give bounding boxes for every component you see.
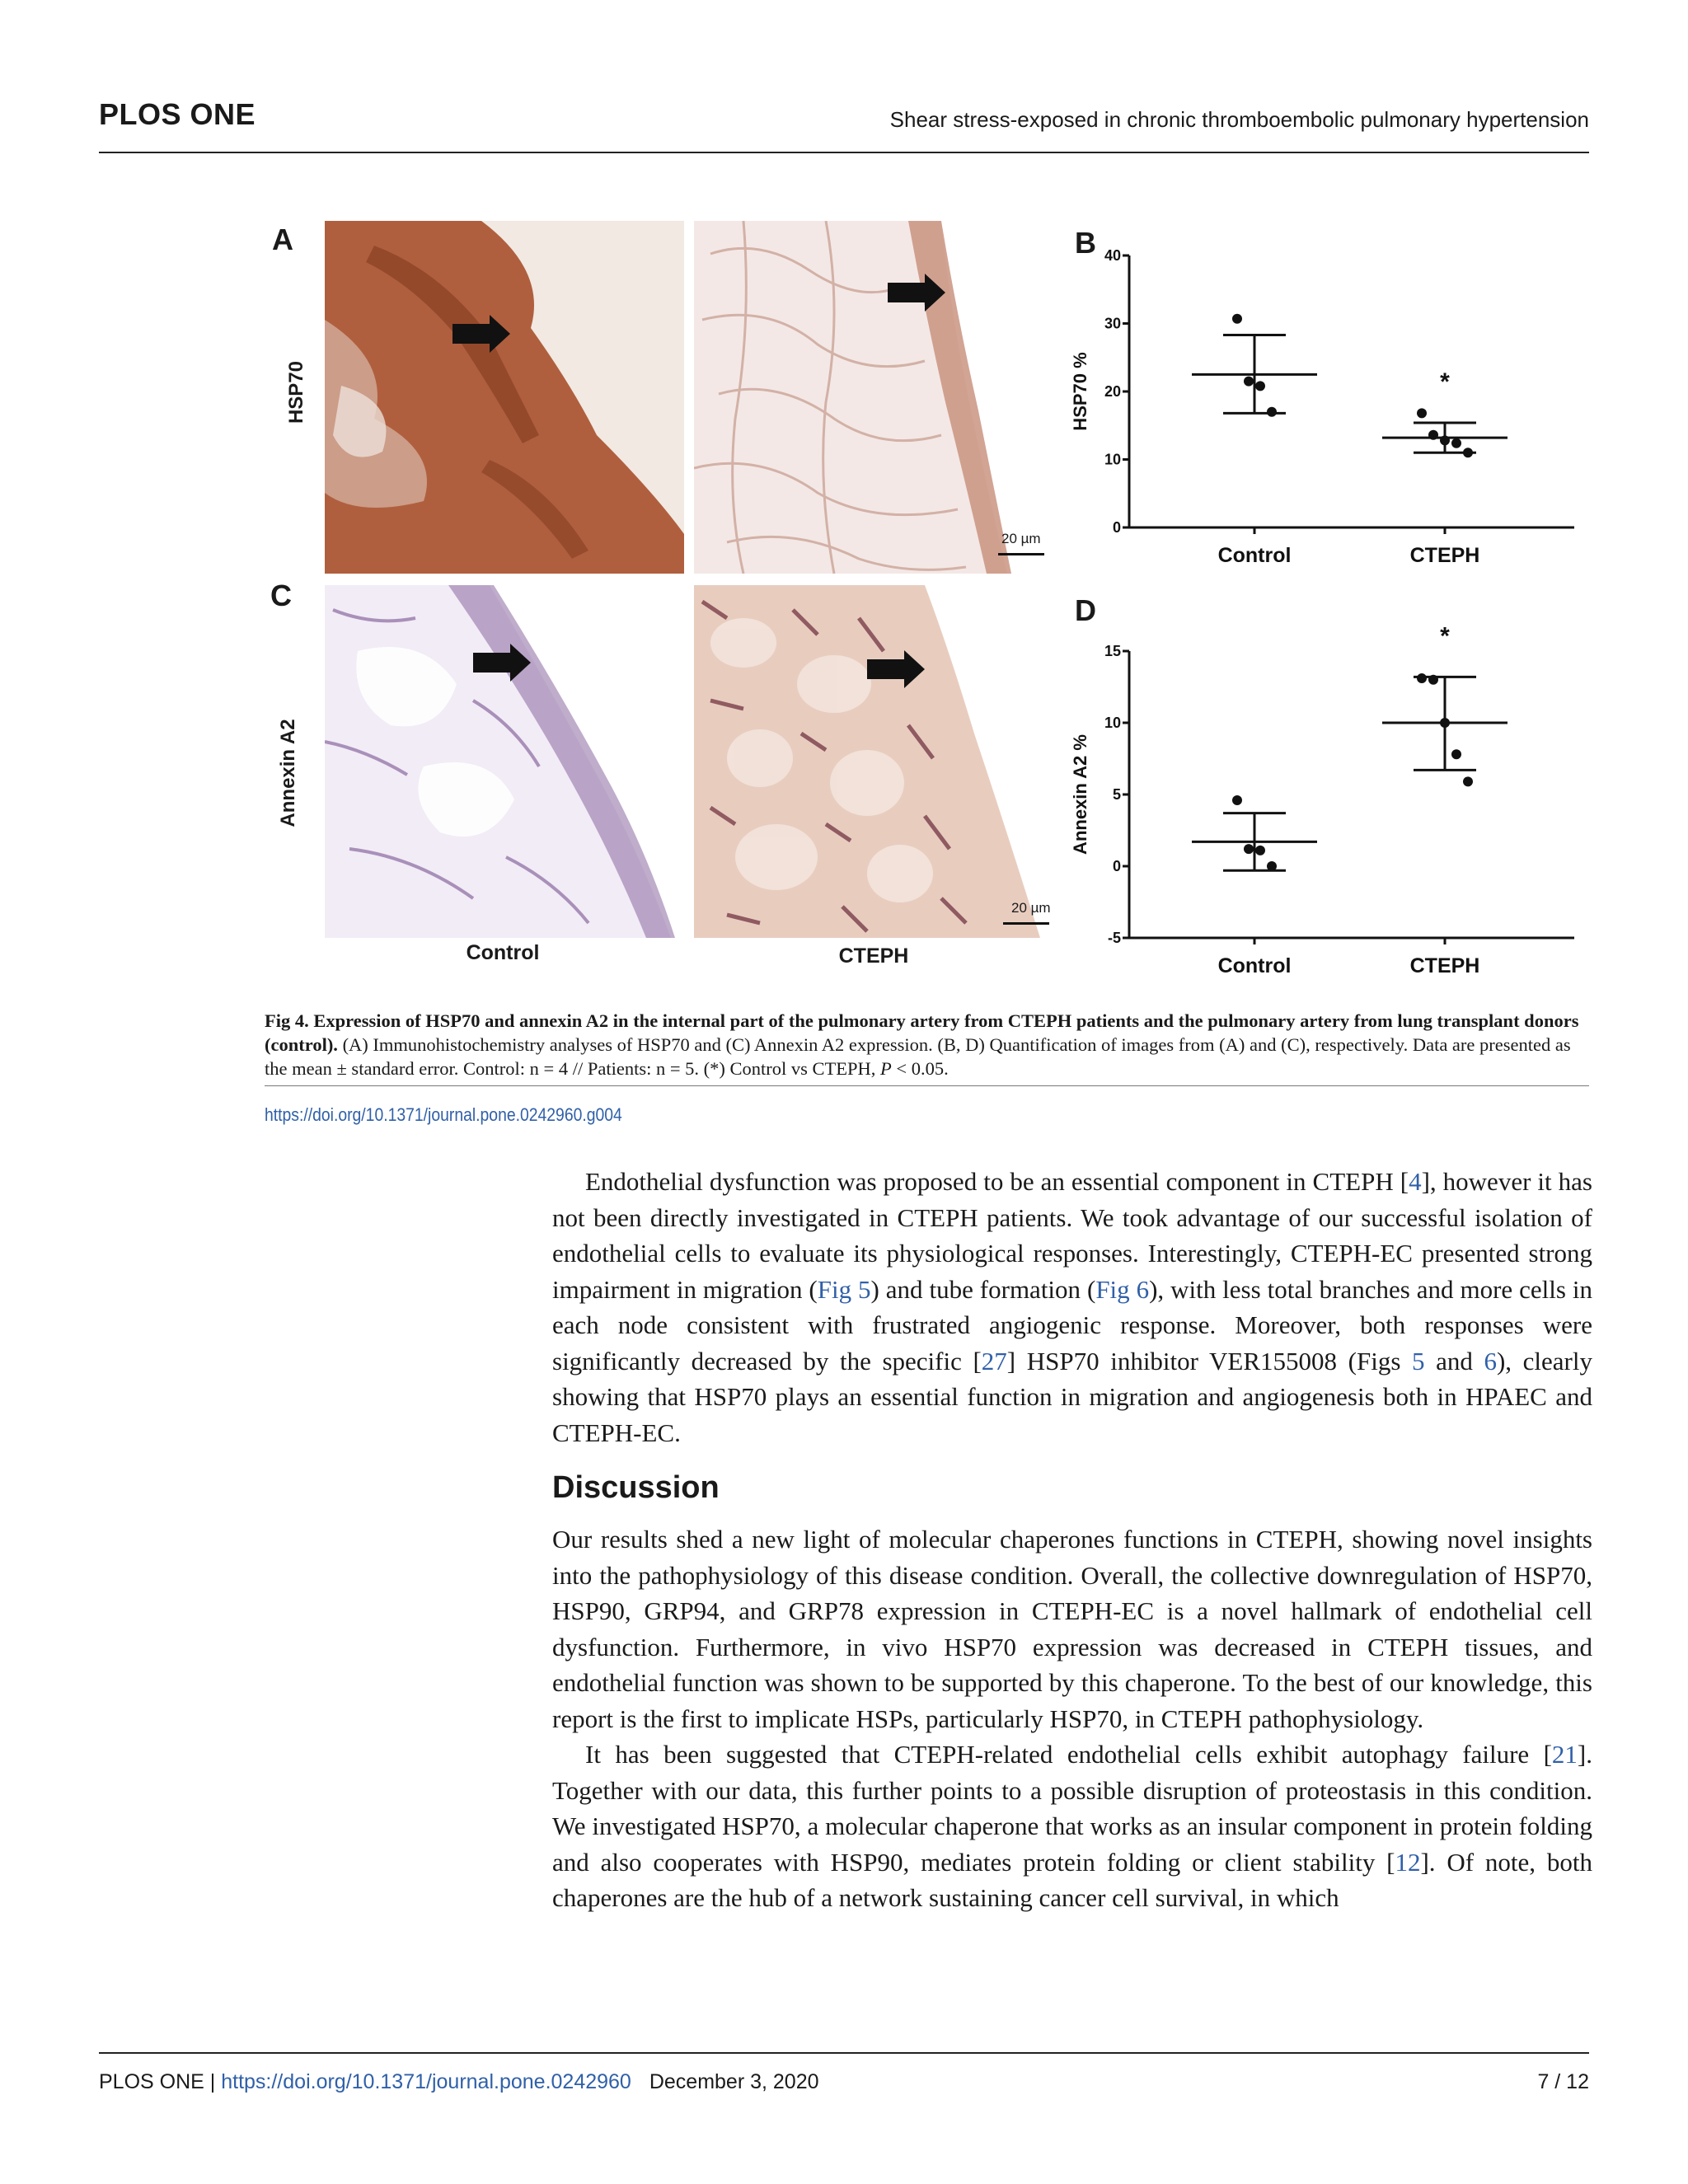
panel-letter-c: C xyxy=(270,579,292,612)
panel-letter-d: D xyxy=(1075,593,1096,627)
y-tick-label: 0 xyxy=(1112,858,1121,874)
data-point xyxy=(1244,377,1254,387)
data-point xyxy=(1451,749,1461,759)
column-label-control: Control xyxy=(466,941,540,964)
data-point xyxy=(1267,407,1277,417)
figure-link[interactable]: 6 xyxy=(1484,1346,1497,1376)
y-tick-label: 40 xyxy=(1104,247,1121,264)
data-point xyxy=(1428,430,1438,440)
micrograph-annexin-cteph xyxy=(694,585,1057,938)
scale-bar-label-bottom: 20 µm xyxy=(1011,900,1051,916)
caption-title: Fig 4. Expression of HSP70 and annexin A2 in the internal part of the pulmonary artery from CTEPH patients and the pulmonary artery from lung transplant donors (control). xyxy=(265,1010,1579,1055)
journal-name: PLOS ONE xyxy=(99,97,256,131)
footer-doi-link[interactable]: https://doi.org/10.1371/journal.pone.0242960 xyxy=(221,2070,631,2093)
page-footer xyxy=(99,2052,1589,2103)
y-axis-title: Annexin A2 % xyxy=(1070,734,1090,855)
caption-text-end: < 0.05. xyxy=(891,1058,949,1079)
y-tick-label: 20 xyxy=(1104,383,1121,400)
x-category-label: Control xyxy=(1217,954,1292,977)
data-point xyxy=(1440,435,1450,445)
y-axis-title: HSP70 % xyxy=(1070,352,1090,431)
scale-bar-label-top: 20 µm xyxy=(1001,531,1041,546)
y-tick-label: -5 xyxy=(1107,930,1121,946)
data-point xyxy=(1428,675,1438,685)
data-point xyxy=(1463,776,1473,786)
footer-date: December 3, 2020 xyxy=(649,2070,819,2093)
data-point xyxy=(1255,846,1265,855)
micrograph-annexin-control xyxy=(325,585,684,938)
data-point xyxy=(1232,314,1242,324)
dot-plot-hsp70 xyxy=(1071,249,1599,595)
citation-link[interactable]: 4 xyxy=(1409,1167,1422,1196)
chart-panel-d xyxy=(1071,620,1599,1015)
x-category-label: Control xyxy=(1217,544,1292,567)
data-point xyxy=(1417,408,1427,418)
x-category-label: CTEPH xyxy=(1409,544,1480,567)
paragraph: Our results shed a new light of molecular chaperones functions in CTEPH, showing novel insights into the pathophysiology of this disease condition. Overall, the collective downregulation of HSP70, HSP90, GRP94, and GRP78 expression in CTEPH-EC is a novel hallmark of endothelial cell dysfunction. Furthermore, in vivo HSP70 expression was decreased in CTEPH tissues, and endothelial function was shown to be supported by this chaperone. To the best of our knowledge, this report is the first to implicate HSPs, particularly HSP70, in CTEPH pathophysiology. xyxy=(552,1525,1592,1733)
y-tick-label: 5 xyxy=(1112,786,1121,803)
citation-link[interactable]: 12 xyxy=(1395,1847,1421,1877)
panel-letter-a: A xyxy=(272,223,293,256)
x-category-label: CTEPH xyxy=(1409,954,1480,977)
data-point xyxy=(1255,381,1265,391)
significance-marker: * xyxy=(1440,368,1450,396)
data-point xyxy=(1463,448,1473,457)
figure-link[interactable]: 5 xyxy=(1412,1346,1425,1376)
figure-link[interactable]: Fig 6 xyxy=(1095,1274,1150,1304)
page-header xyxy=(99,97,1589,153)
y-tick-label: 15 xyxy=(1104,643,1121,659)
running-title: Shear stress-exposed in chronic thromboembolic pulmonary hypertension xyxy=(889,107,1589,132)
data-point xyxy=(1232,795,1242,805)
body-text xyxy=(552,1164,1592,1916)
column-label-cteph: CTEPH xyxy=(838,944,909,968)
caption-p-symbol: P xyxy=(880,1058,892,1079)
figure-4 xyxy=(256,216,1591,1007)
panel-letter-b: B xyxy=(1075,226,1096,260)
y-tick-label: 30 xyxy=(1104,315,1121,332)
micrograph-hsp70-cteph xyxy=(694,221,1057,574)
section-heading-discussion: Discussion xyxy=(552,1470,720,1505)
y-tick-label: 10 xyxy=(1104,451,1121,468)
figure-doi-link[interactable]: https://doi.org/10.1371/journal.pone.0242960.g004 xyxy=(265,1104,622,1125)
page-number: 7 / 12 xyxy=(1537,2070,1589,2093)
data-point xyxy=(1267,861,1277,871)
significance-marker: * xyxy=(1440,622,1450,650)
dot-plot-annexin xyxy=(1071,620,1599,1015)
data-point xyxy=(1417,673,1427,683)
micrograph-hsp70-control xyxy=(325,221,684,574)
citation-link[interactable]: 27 xyxy=(981,1346,1007,1376)
y-tick-label: 0 xyxy=(1112,519,1121,536)
footer-citation: PLOS ONE | https://doi.org/10.1371/journal.pone.0242960 December 3, 2020 xyxy=(99,2070,819,2093)
citation-link[interactable]: 21 xyxy=(1551,1740,1578,1769)
paragraph: Endothelial dysfunction was proposed to be an essential component in CTEPH [4], however it has not been directly investigated in CTEPH patients. We took advantage of our successful isolation of endothelial cells to evaluate its physiological responses. Interestingly, CTEPH-EC presented strong impairment in migration (Fig 5) and tube formation (Fig 6), with less total branches and more cells in each node consistent with frustrated angiogenic response. Moreover, both responses were significantly decreased by the specific [27] HSP70 inhibitor VER155008 (Figs 5 and 6), clearly showing that HSP70 plays an essential function in migration and angiogenesis both in HPAEC and CTEPH-EC. xyxy=(552,1167,1592,1447)
figure-link[interactable]: Fig 5 xyxy=(817,1274,871,1304)
data-point xyxy=(1451,438,1461,448)
data-point xyxy=(1244,844,1254,854)
figure-caption xyxy=(265,1009,1589,1086)
y-tick-label: 10 xyxy=(1104,715,1121,731)
row-label-hsp70: HSP70 xyxy=(285,360,307,424)
row-label-annexin: Annexin A2 xyxy=(277,719,299,827)
caption-text: (A) Immunohistochemistry analyses of HSP70 and (C) Annexin A2 expression. (B, D) Quantification of images from (A) and (C), respectively. Data are presented as the mean ± standard error. Control: n = 4 // Patients: n = 5. (*) Control vs CTEPH, xyxy=(265,1034,1571,1079)
chart-panel-b xyxy=(1071,249,1599,595)
paragraph: It has been suggested that CTEPH-related endothelial cells exhibit autophagy failure [21]. Together with our data, this further points to a possible disruption of proteostasis in this condition. We investigated HSP70, a molecular chaperone that works as an insular component in protein folding and also cooperates with HSP90, mediates protein folding or client stability [12]. Of note, both chaperones are the hub of a network sustaining cancer cell survival, in which xyxy=(552,1740,1592,1912)
data-point xyxy=(1440,718,1450,728)
